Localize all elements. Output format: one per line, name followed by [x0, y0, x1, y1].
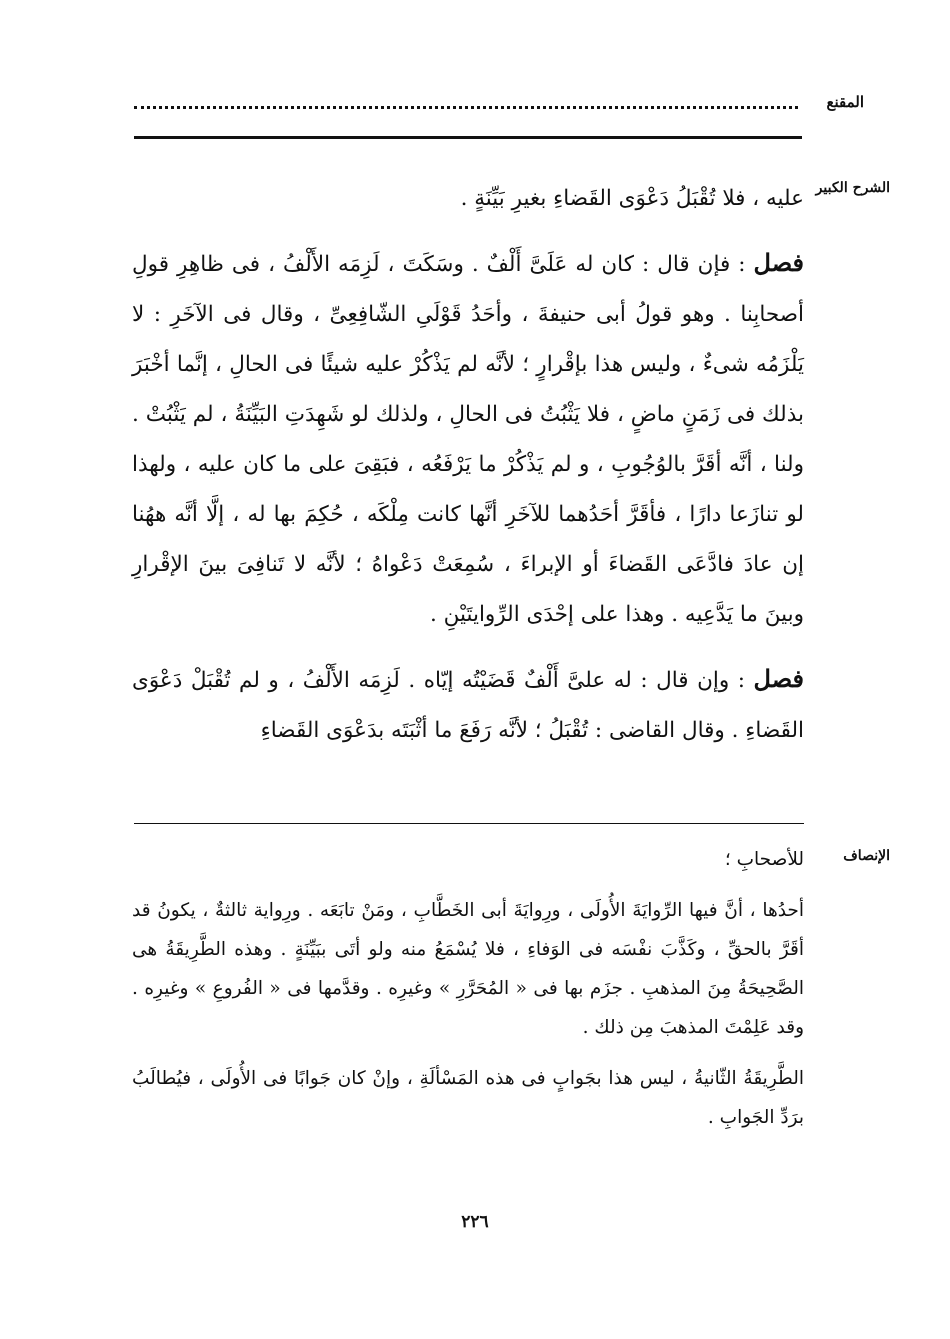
section-divider-rule	[134, 823, 804, 824]
sharh-paragraph-3	[132, 654, 804, 756]
page-number: ٢٢٦	[461, 1212, 489, 1232]
insaf-paragraph-3: الطَّرِيقَةُ الثّانيةُ ، ليس هذا بجَوابٍ فى هذه المَسْألَةِ ، وإنْ كان جَوابًا فى الأُولَى ، فيُطالَبُ برَدِّ الجَوابِ .	[132, 1068, 804, 1128]
sharh-paragraph-1-text: عليه ، فلا تُقْبَلُ دَعْوَى القَضاءِ بغيرِ بَيِّنَةٍ .	[460, 186, 804, 211]
sharh-paragraph-1	[132, 174, 804, 224]
insaf-paragraph-1: للأصحابِ ؛	[724, 849, 804, 870]
insaf-text-block	[132, 840, 804, 1137]
sharh-paragraph-2-text: : فإن قال : كان له عَلَىَّ أَلْفٌ . وسَكَتَ ، لَزِمَه الأَلْفُ ، فى ظاهِرِ قولِ أصحابِنا . وهو قولُ أبى حنيفةَ ، وأحَدُ قَوْلَىِ الشّافِعِىِّ ، وقال فى الآخَرِ : لا يَلْزَمُه شىءٌ ، وليس هذا بإقْرارٍ ؛ لأنَّه لم يَذْكُرْ عليه شيئًا فى الحالِ ، إنَّما أخْبَرَ بذلك فى زَمَنٍ ماضٍ ، فلا يَثْبُتُ فى الحالِ ، ولذلك لو شَهِدَتِ البَيِّنَةُ ، لم يَثْبُتْ . ولنا ، أنَّه أقَرَّ بالوُجُوبِ ، و لم يَذْكُرْ ما يَرْفَعُه ، فبَقِىَ على ما كان عليه ، ولهذا لو تنازَعا دارًا ، فأقَرَّ أحَدُهما للآخَرِ أنَّها كانت مِلْكَه ، حُكِمَ بها له ، إلَّا أنَّه ههُنا إن عادَ فادَّعَى القَضاءَ أو الإبراءَ ، سُمِعَتْ دَعْواهُ ؛ لأنَّه لا تَنافِىَ بينَ الإقْرارِ وبينَ ما يَدَّعِيه . وهذا على إحْدَى الرِّوايتَيْنِ .	[132, 252, 804, 627]
fasl-heading: فصل	[753, 664, 804, 693]
sharh-paragraph-3-text: : وإن قال : له علىَّ أَلْفٌ قَضَيْتُه إيّاه . لَزِمَه الأَلْفُ ، و لم تُقْبَلْ دَعْوَى القَضاءِ . وقال القاضى : تُقْبَلُ ؛ لأنَّه رَفَعَ ما أثْبَتَه بدَعْوَى القَضاءِ	[132, 668, 804, 743]
header-rule	[134, 136, 802, 139]
sharh-paragraph-2	[132, 238, 804, 640]
sharh-text-block	[132, 174, 804, 756]
insaf-section-label: الإنصاف	[843, 848, 890, 864]
sharh-section-label: الشرح الكبير	[815, 180, 890, 196]
running-header-title: المقنع	[826, 93, 864, 111]
fasl-heading: فصل	[753, 248, 804, 277]
insaf-paragraph-2: أحدُها ، أنَّ فيها الرِّوايَةَ الأُولَى ، ورِوايَةَ أبى الخَطَّابِ ، ومَنْ تابَعَه . ورِواية ثالثةٌ ، يكونُ قد أقَرَّ بالحقِّ ، وكَذَّبَ نفْسَه فى الوَفاءِ ، فلا يُسْمَعُ منه ولو أتَى ببَيِّنَةٍ . وهذه الطَّرِيقَةُ هى الصَّحِيحَةُ مِنَ المذهبِ . جزَم بها فى « المُحَرَّرِ » وغيرِه . وقدَّمها فى « الفُروعِ » وغيرِه . وقد عَلِمْتَ المذهبَ مِن ذلك .	[132, 900, 804, 1038]
header-dotted-leader	[134, 106, 798, 109]
